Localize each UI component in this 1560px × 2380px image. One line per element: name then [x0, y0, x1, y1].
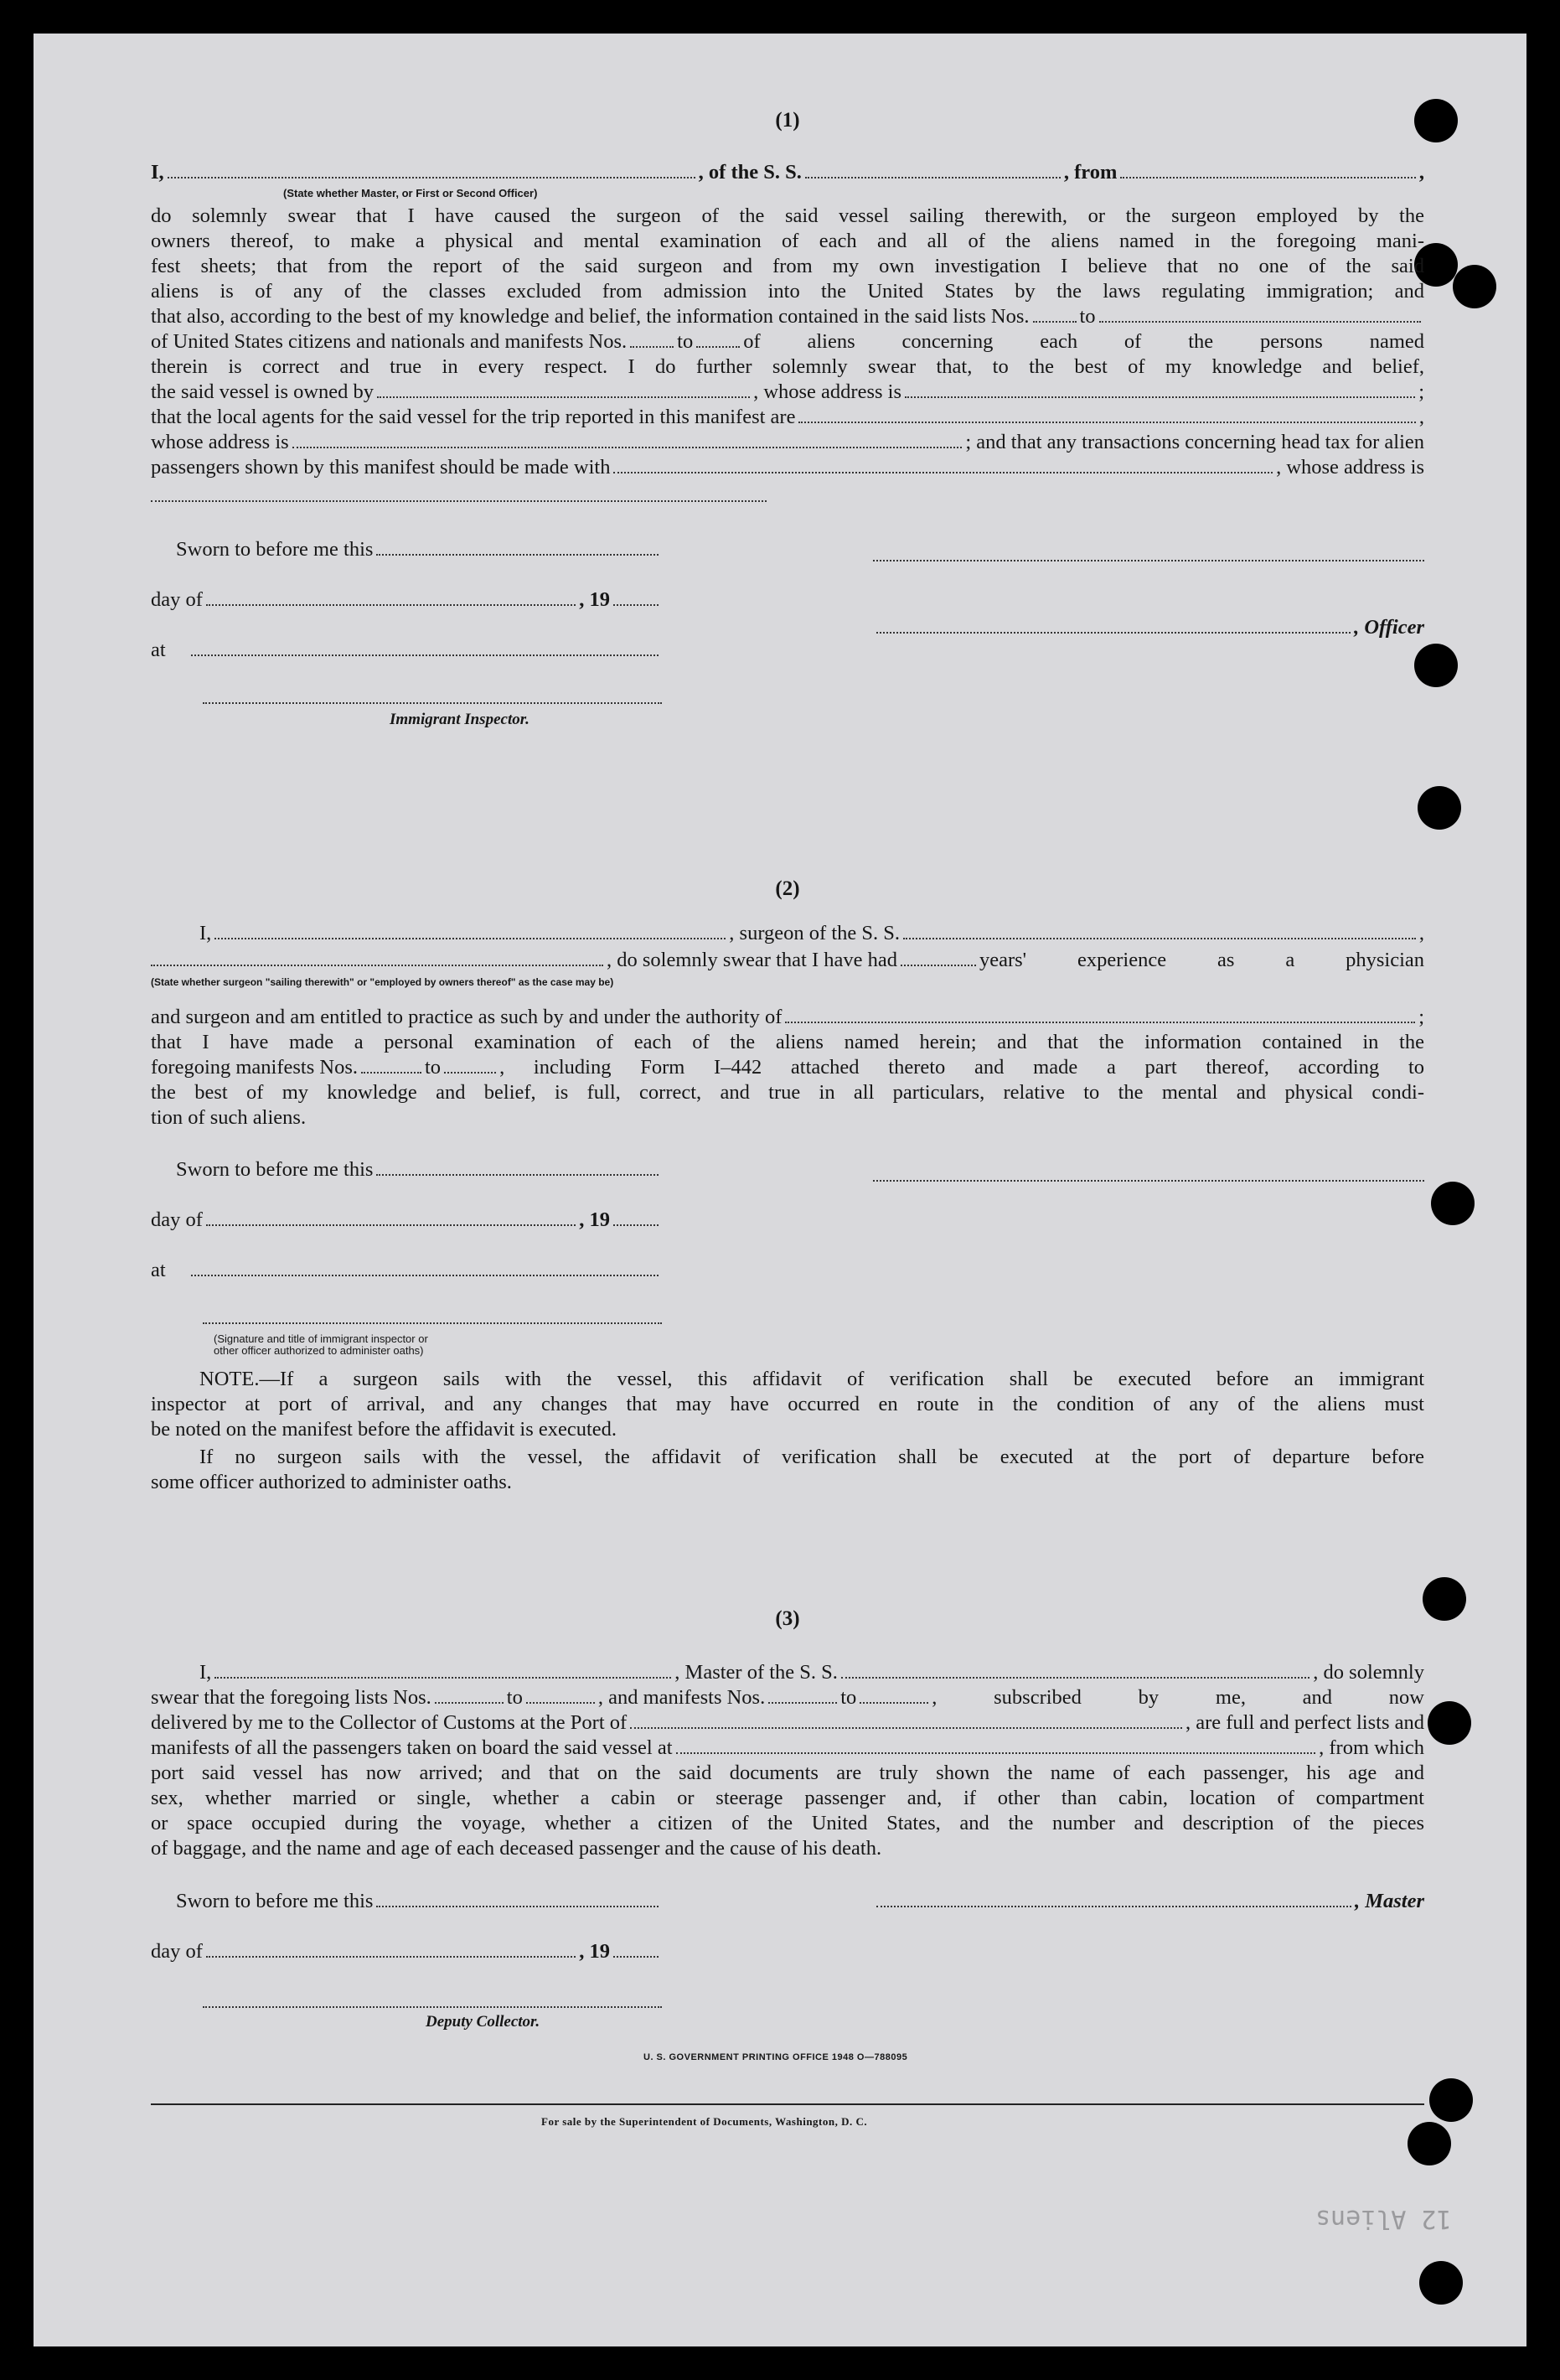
sworn-line: Sworn to before me this	[176, 536, 662, 562]
boarded-line: manifests of all the passengers taken on board the said vessel at , from which	[151, 1736, 1424, 1759]
punch-hole	[1408, 2122, 1451, 2165]
manifest-from-field[interactable]	[361, 1057, 421, 1074]
master-line: I, , Master of the S. S. , do solemnly	[199, 1661, 1424, 1684]
note-line: If no surgeon sails with the vessel, the affidavit of verification shall be executed at the port of departure before	[199, 1446, 1424, 1468]
punch-hole	[1431, 1182, 1475, 1225]
surgeon-status-field[interactable]	[151, 949, 603, 966]
body-line: the best of my knowledge and belief, is full, correct, and true in all particulars, relative to the mental and physical condi-	[151, 1081, 1424, 1104]
officer-signature-field[interactable]	[873, 558, 1424, 561]
section-heading: (3)	[775, 1607, 800, 1630]
sworn-line: Sworn to before me this	[176, 1888, 662, 1914]
port-line: delivered by me to the Collector of Customs at the Port of , are full and perfect lists and	[151, 1711, 1424, 1734]
body-line: aliens is of any of the classes excluded from admission into the United States by the laws regulating immigration; and	[151, 280, 1424, 303]
note-line: some officer authorized to administer oaths.	[151, 1471, 512, 1493]
month-field[interactable]	[206, 589, 576, 606]
place-field[interactable]	[191, 639, 659, 656]
footer-rule	[151, 2103, 1424, 2105]
punch-hole	[1428, 1701, 1471, 1745]
surgeon-vessel-field[interactable]	[903, 923, 1416, 939]
officer-title-field[interactable]	[876, 617, 1351, 634]
owner-address-field[interactable]	[905, 381, 1415, 398]
note-line: inspector at port of arrival, and any changes that may have occurred en route in the condition of any of the aliens must	[151, 1393, 1424, 1415]
inspector-signature-field[interactable]	[203, 701, 662, 704]
year-field[interactable]	[613, 589, 659, 606]
list-from-field[interactable]	[435, 1687, 504, 1704]
master-signature-field[interactable]	[876, 1891, 1351, 1907]
for-sale-notice: For sale by the Superintendent of Documents, Washington, D. C.	[541, 2115, 868, 2128]
master-name-field[interactable]	[214, 1662, 671, 1679]
surgeon-line: I, , surgeon of the S. S. ,	[199, 922, 1424, 944]
port-field[interactable]	[630, 1712, 1182, 1729]
surgeon-signature-field[interactable]	[873, 1178, 1424, 1182]
state-officer-note: (State whether Master, or First or Second Officer)	[283, 187, 538, 199]
officer-line: , Officer	[873, 614, 1424, 640]
month-field[interactable]	[206, 1941, 576, 1958]
sworn-date-field[interactable]	[376, 1159, 659, 1176]
body-line: do solemnly swear that I have caused the surgeon of the said vessel sailing therewith, or the surgeon employed by the	[151, 204, 1424, 227]
body-line: therein is correct and true in every respect. I do further solemnly swear that, to the best of my knowledge and belief,	[151, 355, 1424, 378]
owner-field[interactable]	[377, 381, 750, 398]
owned-line: the said vessel is owned by , whose address is ;	[151, 380, 1424, 403]
handwritten-page-mark: 12 Aliens	[1315, 2204, 1452, 2233]
body-line: fest sheets; that from the report of the said surgeon and from my own investigation I believe that no one of the said	[151, 255, 1424, 277]
from-port-field[interactable]	[1120, 162, 1416, 178]
authority-field[interactable]	[785, 1006, 1415, 1023]
punch-hole	[1423, 1577, 1466, 1621]
section-heading: (1)	[775, 109, 800, 132]
sworn-line: Sworn to before me this	[176, 1156, 662, 1182]
month-field[interactable]	[206, 1209, 576, 1226]
surgeon-status-note: (State whether surgeon "sailing therewith" or "employed by owners thereof" as the case may be)	[151, 976, 614, 988]
boarding-port-field[interactable]	[676, 1737, 1316, 1754]
sworn-date-field[interactable]	[376, 539, 659, 556]
signature-note: (Signature and title of immigrant inspector or	[214, 1332, 428, 1345]
surgeon-name-field[interactable]	[214, 923, 726, 939]
section-heading: (2)	[775, 877, 800, 900]
master-line: I, , of the S. S. , from ,	[151, 161, 1424, 184]
note-line: be noted on the manifest before the affidavit is executed.	[151, 1418, 617, 1441]
agents-field[interactable]	[798, 406, 1415, 423]
inspector-signature-field[interactable]	[203, 1321, 662, 1324]
at-line: at	[151, 637, 662, 663]
list-to-field[interactable]	[1099, 306, 1421, 323]
year-field[interactable]	[613, 1209, 659, 1226]
form-page	[34, 34, 1526, 2346]
place-field[interactable]	[191, 1260, 659, 1276]
years-field[interactable]	[901, 949, 976, 966]
punch-hole	[1418, 786, 1461, 830]
body-line: sex, whether married or single, whether a cabin or steerage passenger and, if other than cabin, location of compartment	[151, 1787, 1424, 1809]
day-line: day of , 19	[151, 1207, 662, 1233]
address-continuation-field[interactable]	[151, 499, 767, 502]
list-to-field[interactable]	[526, 1687, 595, 1704]
passengers-line: passengers shown by this manifest should be made with , whose address is	[151, 456, 1424, 479]
whose-address-line: whose address is ; and that any transactions concerning head tax for alien	[151, 431, 1424, 453]
day-line: day of , 19	[151, 1938, 662, 1964]
sworn-date-field[interactable]	[376, 1891, 659, 1907]
body-line: of baggage, and the name and age of each deceased passenger and the cause of his death.	[151, 1837, 882, 1860]
list-from-field[interactable]	[1033, 306, 1077, 323]
manifest-to-field[interactable]	[860, 1687, 928, 1704]
manifest-to-field[interactable]	[444, 1057, 496, 1074]
manifest-from-field[interactable]	[630, 331, 674, 348]
collector-signature-field[interactable]	[203, 2005, 662, 2008]
note-line: NOTE.—If a surgeon sails with the vessel, this affidavit of verification shall be executed before an immigrant	[199, 1368, 1424, 1390]
experience-line: , do solemnly swear that I have had years' experience as a physician	[151, 947, 1424, 973]
authority-line: and surgeon and am entitled to practice as such by and under the authority of ;	[151, 1006, 1424, 1028]
punch-hole	[1453, 265, 1496, 308]
lists-line: swear that the foregoing lists Nos. to , and manifests Nos. to , subscribed by me, and now	[151, 1686, 1424, 1709]
officer-name-field[interactable]	[168, 162, 695, 178]
agents-line: that the local agents for the said vessel for the trip reported in this manifest are ,	[151, 406, 1424, 428]
agents-address-field[interactable]	[292, 432, 963, 448]
printer-imprint: U. S. GOVERNMENT PRINTING OFFICE 1948 O—788095	[643, 2052, 908, 2062]
body-line: port said vessel has now arrived; and that on the said documents are truly shown the name of each passenger, his age and	[151, 1762, 1424, 1784]
year-field[interactable]	[613, 1941, 659, 1958]
at-line: at	[151, 1257, 662, 1283]
collector-title: Deputy Collector.	[426, 2013, 540, 2031]
manifest-to-field[interactable]	[696, 331, 740, 348]
punch-hole	[1429, 2078, 1473, 2122]
punch-hole	[1414, 644, 1458, 687]
body-line: that I have made a personal examination of each of the aliens named herein; and that the information contained in the	[151, 1031, 1424, 1053]
body-line: or space occupied during the voyage, whether a citizen of the United States, and the number and description of the pieces	[151, 1812, 1424, 1834]
body-line: tion of such aliens.	[151, 1106, 307, 1129]
punch-hole	[1419, 2261, 1463, 2305]
master-signature-line: , Master	[873, 1888, 1424, 1914]
foregoing-line: foregoing manifests Nos. to , including Form I–442 attached thereto and made a part thereof, according to	[151, 1056, 1424, 1079]
citizens-line: of United States citizens and nationals and manifests Nos. to of aliens concerning each of the persons named	[151, 330, 1424, 353]
signature-note: other officer authorized to administer oaths)	[214, 1344, 424, 1357]
day-line: day of , 19	[151, 587, 662, 613]
head-tax-field[interactable]	[613, 457, 1273, 473]
lists-line: that also, according to the best of my knowledge and belief, the information contained in the said lists Nos. to	[151, 303, 1424, 329]
vessel-name-field[interactable]	[805, 162, 1061, 178]
body-line: owners thereof, to make a physical and mental examination of each and all of the aliens named in the foregoing mani-	[151, 230, 1424, 252]
master-vessel-field[interactable]	[841, 1662, 1309, 1679]
manifest-from-field[interactable]	[768, 1687, 837, 1704]
inspector-title: Immigrant Inspector.	[390, 711, 529, 728]
